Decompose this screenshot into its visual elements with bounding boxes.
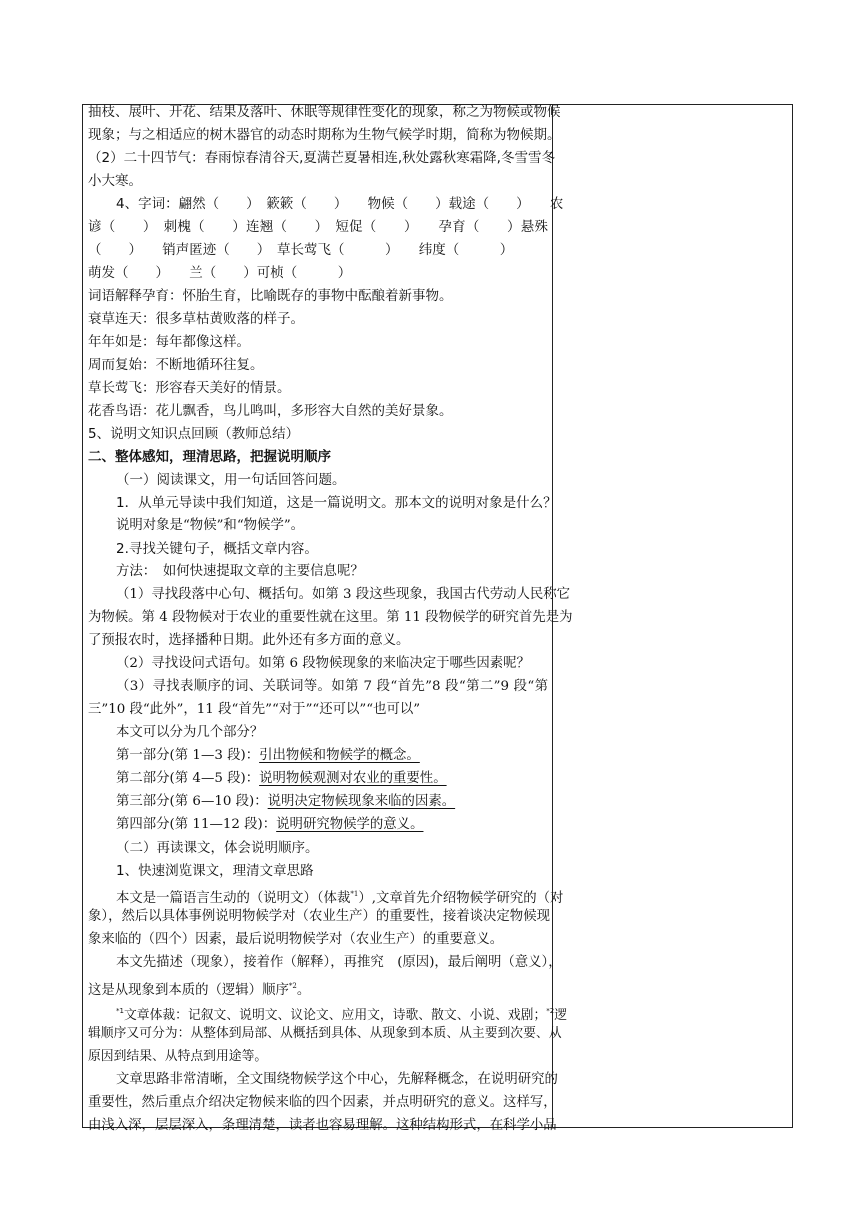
line-text: 萌发（ ） 兰（ ）可桢（ ）: [88, 265, 352, 281]
text-line: [88, 377, 291, 399]
line-text: （ ） 销声匿迹（ ） 草长莺飞（ ） 纬度（ ）: [88, 242, 514, 258]
line-text: 重要性，然后重点介绍决定物候来临的四个因素，并点明研究的意义。这样写，: [88, 1095, 557, 1110]
line-text: 为物候。第 4 段物候对于农业的重要性就在这里。第 11 段物候学的研究首先是为: [88, 610, 573, 625]
line-text: 文章体裁：记叙文、说明文、议论文、应用文，诗歌、散文、小说、戏剧；: [123, 1008, 547, 1023]
footnote-mark: *2: [546, 1007, 555, 1015]
text-line: [116, 193, 564, 215]
text-line: [88, 285, 453, 307]
line-text: 花香鸟语：花儿飘香，鸟儿鸣叫，多形容大自然的美好景象。: [88, 403, 453, 419]
line-text: 第四部分(第 11—12 段)：: [116, 817, 277, 832]
line-text: 第三部分(第 6—10 段)：: [116, 794, 268, 809]
line-text: 2.寻找关键句子，概括文章内容。: [116, 541, 318, 557]
text-line: [88, 1023, 562, 1045]
line-text: 二、整体感知，理清思路，把握说明顺序: [88, 449, 331, 465]
line-text: （一）阅读课文，用一句话回答问题。: [116, 472, 346, 488]
line-text: 5、说明文知识点回顾（教师总结）: [88, 426, 300, 442]
lesson-content: [88, 104, 573, 1133]
line-text: 周而复始：不断地循环往复。: [88, 357, 264, 373]
line-text: 原因到结果、从特点到用途等。: [88, 1049, 268, 1064]
line-text: 本文可以分为几个部分？: [116, 725, 264, 740]
underlined-answer: 说明物候观测对农业的重要性。: [259, 771, 447, 786]
line-text: （2）二十四节气：春雨惊春清谷天,夏满芒夏暑相连,秋处露秋寒霜降,冬雪雪冬: [88, 150, 555, 166]
text-line: [88, 929, 503, 951]
text-line: [116, 515, 304, 537]
line-text: 抽枝、展叶、开花、结果及落叶、休眠等规律性变化的现象，称之为物候或物候: [88, 104, 561, 120]
text-line: [88, 331, 250, 353]
text-line: [88, 906, 548, 928]
line-text: 象），然后以具体事例说明物候学对（农业生产）的重要性，接着谈决定物候现: [88, 909, 550, 924]
text-line: [88, 630, 409, 652]
text-line: [88, 170, 142, 192]
text-line: [116, 768, 447, 790]
footnote-mark: *1: [116, 1007, 124, 1015]
underlined-answer: 说明决定物候现象来临的因素。: [267, 794, 456, 809]
text-line: [88, 262, 351, 284]
text-line: [88, 124, 561, 146]
line-text: （2）寻找设问式语句。如第 6 段物候现象的来临决定于哪些因素呢？: [116, 656, 530, 671]
line-text: 本文是一篇语言生动的（说明文）（体裁: [116, 891, 351, 906]
line-text: 辑顺序又可分为：从整体到局部、从概括到具体、从现象到本质、从主要到次要、从: [88, 1026, 562, 1041]
text-line: [88, 607, 573, 629]
text-line: [116, 538, 318, 560]
line-text: 词语解释孕育：怀胎生育，比喻既存的事物中酝酿着新事物。: [88, 288, 453, 304]
text-line: [88, 1092, 557, 1114]
text-line: [116, 814, 423, 836]
text-line: [88, 354, 264, 376]
line-text: 小大寒。: [88, 173, 142, 189]
line-text: 三”10 段“此外”，11 段“首先”“对于”“还可以”“也可以”: [88, 702, 421, 717]
text-line: [116, 492, 557, 514]
text-line: [116, 469, 346, 491]
text-line: [116, 676, 548, 698]
line-text: 方法： 如何快速提取文章的主要信息呢？: [116, 564, 364, 579]
line-text: 1、快速浏览课文，理清文章思路: [116, 863, 314, 879]
underlined-answer: 说明研究物候学的意义。: [276, 817, 424, 832]
line-text: 由浅入深，层层深入，条理清楚，读者也容易理解。这种结构形式，在科学小品: [88, 1118, 557, 1133]
line-text: 谚（ ） 刺槐（ ）连翘（ ） 短促（ ） 孕育（ ）悬殊: [88, 219, 548, 235]
line-text: 衰草连天：很多草枯黄败落的样子。: [88, 311, 304, 327]
footnote-mark: *1: [350, 890, 359, 898]
line-text: 年年如是：每年都像这样。: [88, 334, 250, 350]
line-text: （3）寻找表顺序的词、关联词等。如第 7 段“首先”8 段“第二”9 段“第: [116, 679, 548, 694]
text-line: [88, 216, 548, 238]
text-line: [116, 1069, 558, 1091]
text-line: [88, 699, 420, 721]
text-line: [116, 791, 455, 813]
text-line: [88, 975, 310, 1002]
footnote-mark: *2: [288, 982, 297, 990]
text-line: [88, 239, 513, 261]
text-line: [88, 446, 331, 468]
text-line: [116, 745, 420, 767]
line-text: 1．从单元导读中我们知道，这是一篇说明文。那本文的说明对象是什么？: [116, 495, 557, 511]
line-text: 草长莺飞：形容春天美好的情景。: [88, 380, 291, 396]
line-text: 4、字词：翩然（ ） 簌簌（ ） 物候（ ）载途（ ） 农: [116, 196, 564, 212]
line-text: 本文先描述（现象），接着作（解释），再推究 (原因)，最后阐明（意义），: [116, 955, 562, 970]
line-text: 了预报农时，选择播种日期。此外还有多方面的意义。: [88, 633, 410, 648]
text-line: [88, 400, 453, 422]
line-text: 逻: [554, 1008, 568, 1023]
text-line: [116, 561, 364, 583]
line-text: 说明对象是“物候”和“物候学”。: [116, 518, 305, 533]
underlined-answer: 引出物候和物候学的概念。: [259, 748, 420, 763]
line-text: （二）再读课文，体会说明顺序。: [116, 840, 319, 856]
text-line: [116, 860, 314, 882]
text-line: [88, 101, 561, 123]
text-line: [88, 1046, 267, 1068]
text-line: [116, 837, 319, 859]
line-text: 这是从现象到本质的（逻辑）顺序: [88, 983, 289, 998]
text-line: [88, 1115, 557, 1137]
text-line: [116, 653, 530, 675]
line-text: 第二部分(第 4—5 段)：: [116, 771, 260, 786]
text-line: [88, 147, 555, 169]
text-line: [88, 308, 304, 330]
text-line: [116, 722, 263, 744]
text-line: [88, 423, 299, 445]
notes-column: [553, 104, 792, 1128]
line-text: 第一部分(第 1—3 段)：: [116, 748, 260, 763]
line-text: 现象；与之相适应的树木器官的动态时期称为生物气候学时期，简称为物候期。: [88, 127, 561, 143]
line-text: 象来临的（四个）因素，最后说明物候学对（农业生产）的重要意义。: [88, 932, 504, 947]
line-text: 文章思路非常清晰，全文围绕物候学这个中心，先解释概念，在说明研究的: [116, 1072, 558, 1087]
line-text: 。: [296, 983, 311, 998]
text-line: [116, 952, 562, 974]
line-text: （1）寻找段落中心句、概括句。如第 3 段这些现象，我国古代劳动人民称它: [116, 587, 571, 602]
text-line: [116, 584, 571, 606]
line-text: ）,文章首先介绍物候学研究的（对: [358, 891, 564, 906]
